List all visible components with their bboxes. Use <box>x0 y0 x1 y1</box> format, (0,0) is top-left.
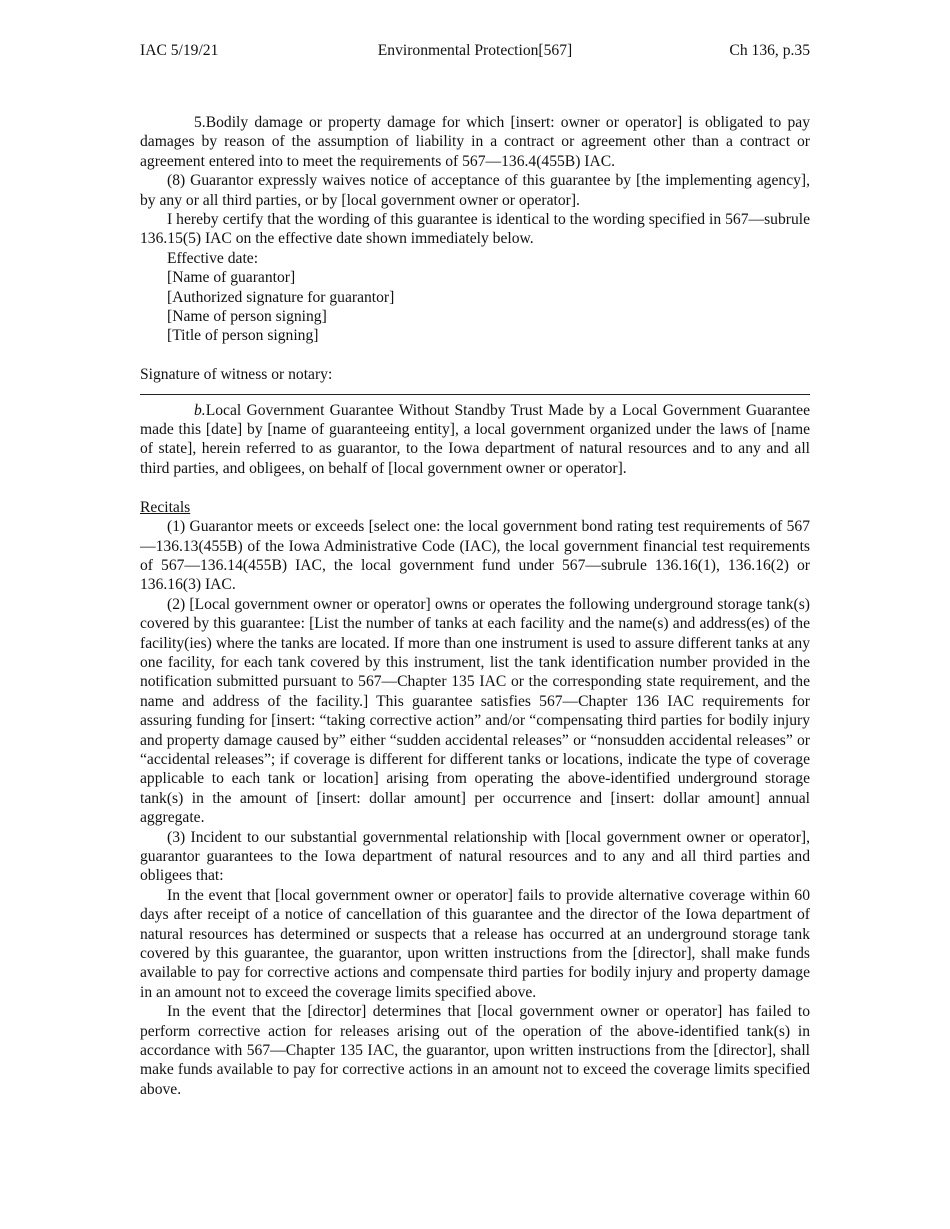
recital-2: (2) [Local government owner or operator] owns or operates the following underground storage tank(s) covered by this guarantee: [List the number of tanks at each facility and the name(s) and address(es) of the facility(ies) where the tanks are located. If more than one instrument is used to assure different tanks at any one facility, for each tank covered by this instrument, list the tank identification number provided in the notification submitted pursuant to 567—Chapter 135 IAC or the corresponding state requirement, and the name and address of the facility.] This guarantee satisfies 567—Chapter 136 IAC requirements for assuring funding for [insert: “taking corrective action” and/or “compensating third parties for bodily injury and property damage caused by” either “sudden accidental releases” or “nonsudden accidental releases” or “accidental releases”; if coverage is different for different tanks or locations, indicate the type of coverage applicable to each tank or location] arising from operating the above-identified underground storage tank(s) in the amount of [insert: dollar amount] per occurrence and [insert: dollar amount] annual aggregate. <box>140 595 810 827</box>
item-8-paragraph: (8) Guarantor expressly waives notice of acceptance of this guarantee by [the implementing agency], by any or all third parties, or by [local government owner or operator]. <box>140 172 810 209</box>
guarantee-intro-paragraph <box>140 401 810 479</box>
signer-title-line: [Title of person signing] <box>167 327 319 345</box>
spacer <box>140 346 810 365</box>
item-5-paragraph <box>140 113 810 171</box>
certification-paragraph: I hereby certify that the wording of this guarantee is identical to the wording specified in 567—subrule 136.15(5) IAC on the effective date shown immediately below. <box>140 211 810 248</box>
signer-name-line: [Name of person signing] <box>167 308 327 326</box>
witness-line: Signature of witness or notary: <box>140 366 333 384</box>
header-title: Environmental Protection[567] <box>377 42 573 59</box>
item-5-number: 5. <box>194 114 206 131</box>
section-letter: b. <box>194 401 206 419</box>
authorized-signature-line: [Authorized signature for guarantor] <box>167 288 395 306</box>
spacer <box>140 478 810 497</box>
recital-paragraph-cancellation: In the event that [local government owner or operator] fails to provide alternative coverage within 60 days after receipt of a notice of cancellation of this guarantee and the director of the Iowa department of natural resources has determined or suspects that a release has occurred at an underground storage tank covered by this guarantee, the guarantor, upon written instructions from the [director], shall make funds available to pay for corrective actions and compensate third parties for bodily injury and property damage in an amount not to exceed the coverage limits specified above. <box>140 886 810 1001</box>
recital-3: (3) Incident to our substantial governmental relationship with [local government owner or operator], guarantor guarantees to the Iowa department of natural resources and to any and all third parties and obligees that: <box>140 828 810 885</box>
recital-1: (1) Guarantor meets or exceeds [select one: the local government bond rating test requirements of 567—136.13(455B) of the Iowa Administrative Code (IAC), the local government financial test requirements of 567—136.14(455B) IAC, the local government fund under 567—subrule 136.16(1), 136.16(2) or 136.16(3) IAC. <box>140 518 810 594</box>
guarantor-name-line: [Name of guarantor] <box>167 269 296 287</box>
recitals-heading-line <box>140 498 810 517</box>
header-page-ref: Ch 136, p.35 <box>729 42 810 59</box>
running-header <box>140 41 810 63</box>
item-5-text: Bodily damage or property damage for which [insert: owner or operator] is obligated to pay damages by reason of the assumption of liability in a contract or agreement other than a contract or agreement entered into to meet the requirements of 567—136.4(455B) IAC. <box>140 114 810 170</box>
guarantee-intro-text: Local Government Guarantee Without Standby Trust Made by a Local Government Guarantee made this [date] by [name of guaranteeing entity], a local government organized under the laws of [name of state], herein referred to as guarantor, to the Iowa department of natural resources and to any and all third parties, and obligees, on behalf of [local government owner or operator]. <box>140 401 810 477</box>
recitals-heading: Recitals <box>140 498 191 516</box>
section-divider <box>140 394 810 395</box>
header-date: IAC 5/19/21 <box>140 42 219 59</box>
effective-date-line: Effective date: <box>167 249 259 267</box>
document-body <box>140 113 810 1099</box>
recital-paragraph-corrective-action: In the event that the [director] determines that [local government owner or operator] has failed to perform corrective action for releases arising out of the operation of the above-identified tank(s) in accordance with 567—Chapter 135 IAC, the guarantor, upon written instructions from the [director], shall make funds available to pay for corrective actions in an amount not to exceed the coverage limits specified above. <box>140 1003 810 1098</box>
